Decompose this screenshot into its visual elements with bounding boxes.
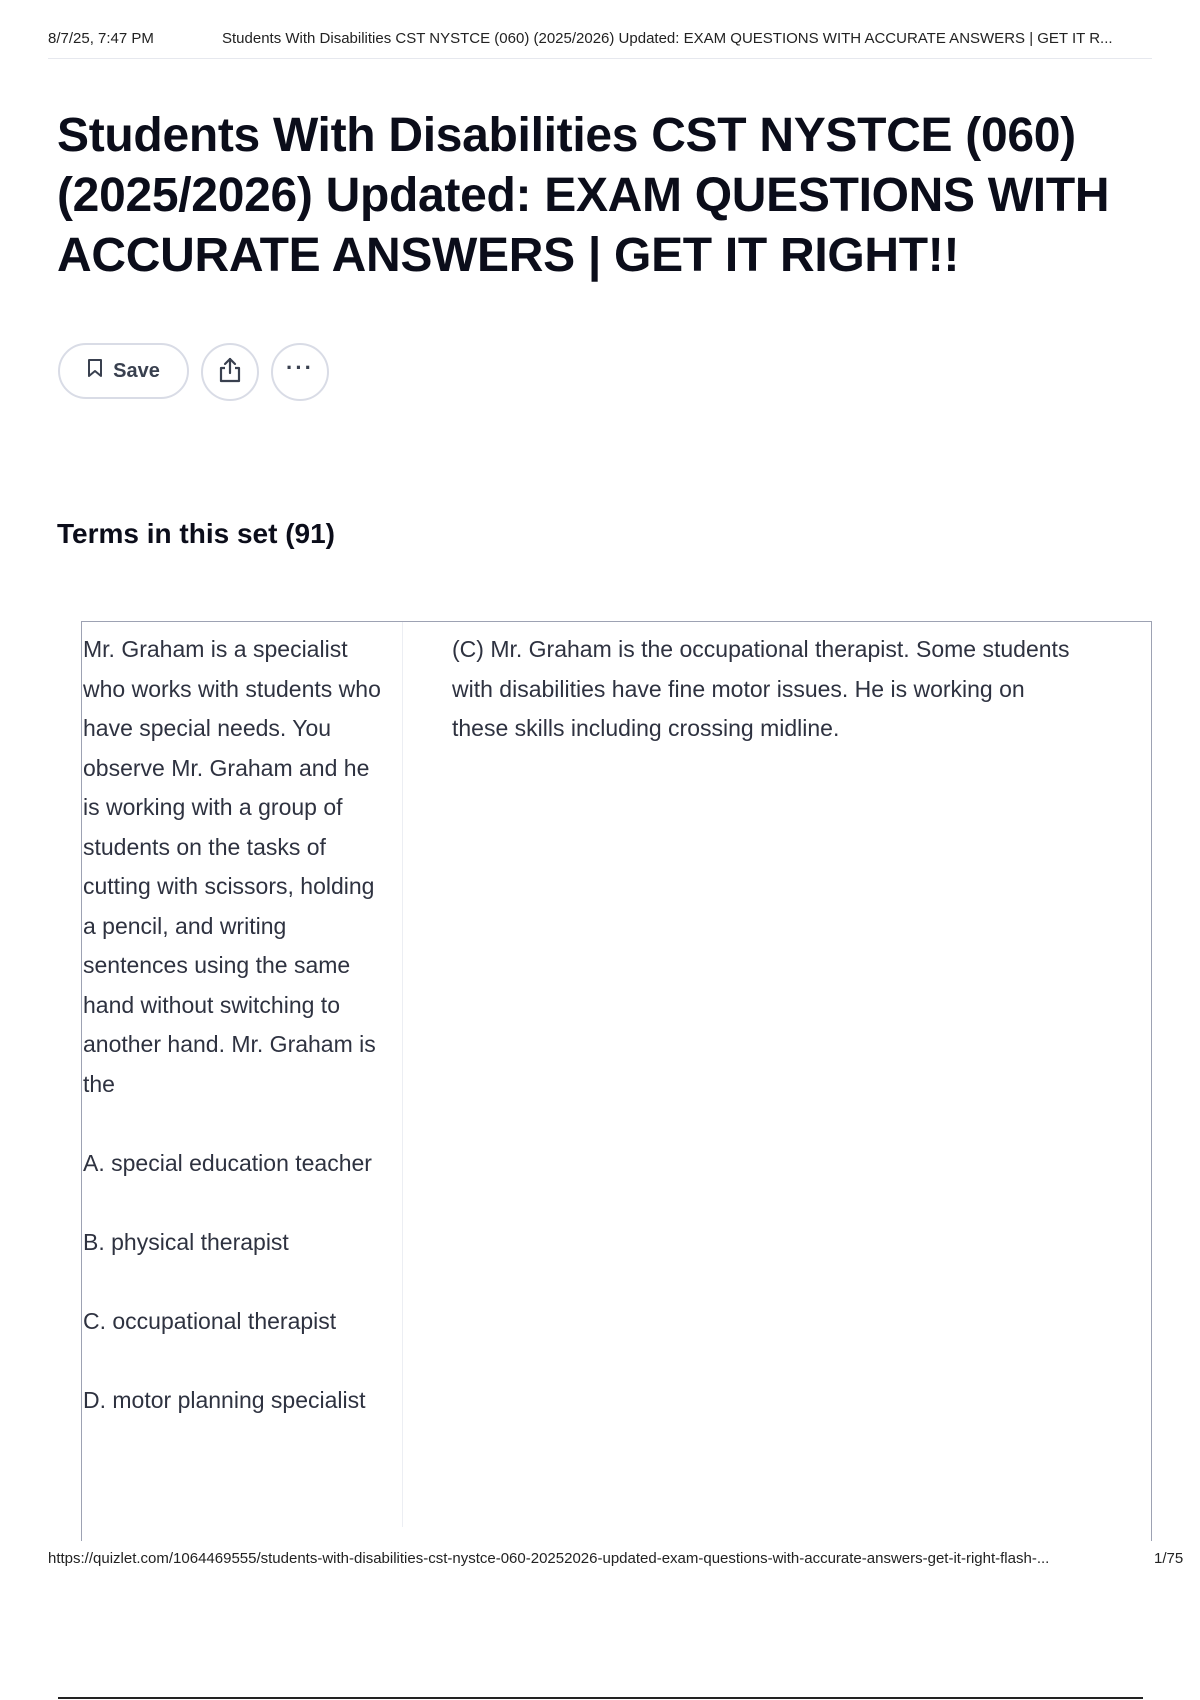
share-button[interactable] xyxy=(201,343,259,401)
page-title: Students With Disabilities CST NYSTCE (060) (2025/2026) Updated: EXAM QUESTIONS WITH ACCURATE ANSWERS | GET IT RIGHT!! xyxy=(57,109,1110,282)
print-doc-title: Students With Disabilities CST NYSTCE (060) (2025/2026) Updated: EXAM QUESTIONS WITH ACCURATE ANSWERS | GET IT R... xyxy=(222,30,1113,47)
save-button[interactable] xyxy=(58,343,189,399)
term-option-b: B. physical therapist xyxy=(83,1228,289,1255)
print-header xyxy=(48,30,1170,50)
terms-heading: Terms in this set (91) xyxy=(57,518,336,549)
bottom-divider xyxy=(58,1697,1143,1699)
share-icon xyxy=(217,356,243,389)
term-divider xyxy=(402,622,403,1527)
bookmark-icon xyxy=(87,358,103,384)
set-actions xyxy=(58,343,329,403)
more-horizontal-icon: ··· xyxy=(286,355,314,380)
save-button-label: Save xyxy=(113,359,160,382)
more-options-button[interactable] xyxy=(271,343,329,401)
term-option-a: A. special education teacher xyxy=(83,1149,372,1176)
term-option-d: D. motor planning specialist xyxy=(83,1386,366,1413)
term-question: Mr. Graham is a specialist who works with students who have special needs. You observe Mr. Graham and he is working with a group of students on the tasks of cutting with scissors, holding a pencil, and writing sentences using the same hand without switching to another hand. Mr. Graham is the xyxy=(83,636,381,1097)
header-divider xyxy=(48,58,1152,59)
print-page-number: 1/75 xyxy=(1154,1550,1184,1567)
term-card xyxy=(81,621,1152,1541)
term-side xyxy=(83,630,383,1420)
print-datetime: 8/7/25, 7:47 PM xyxy=(48,30,154,47)
term-option-c: C. occupational therapist xyxy=(83,1307,337,1334)
definition-side: (C) Mr. Graham is the occupational therapist. Some students with disabilities have fine motor issues. He is working on these skills including crossing midline. xyxy=(452,636,1070,741)
print-url: https://quizlet.com/1064469555/students-with-disabilities-cst-nystce-060-20252026-updated-exam-questions-with-accurate-answers-get-it-right-flash-... xyxy=(48,1550,1050,1567)
